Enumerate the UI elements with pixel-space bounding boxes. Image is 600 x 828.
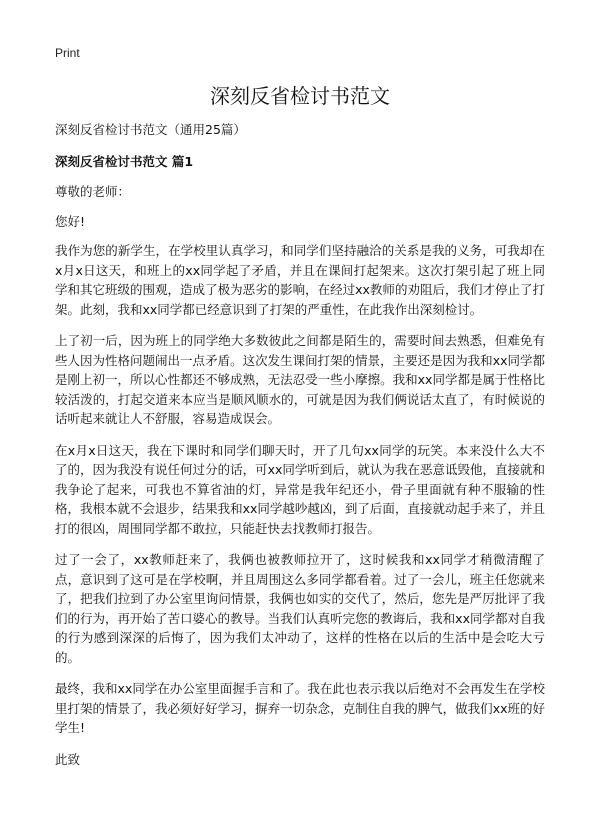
document-title: 深刻反省检讨书范文 [210,84,390,108]
paragraph-4: 过了一会了，xx教师赶来了，我俩也被教师拉开了，这时候我和xx同学才稍微清醒了点，意识到了这可是在学校啊，并且周围这么多同学都看着。过了一会儿，班主任您就来了，把我们拉到了办公室里询问情景，我俩也如实的交代了，然后，您先是严厉批评了我们的行为，再开始了苦口婆心的教导。当我们认真听完您的教诲后，我和xx同学都对自我的行为感到深深的后悔了，因为我们太冲动了，这样的性格在以后的生活中是会吃大亏的。 [55,552,545,665]
section-heading: 深刻反省检讨书范文 篇1 [55,153,194,169]
greeting: 您好! [55,213,86,229]
document-subtitle: 深刻反省检讨书范文（通用25篇） [55,122,246,137]
closing: 此致 [55,751,81,767]
print-link[interactable]: Print [55,46,80,60]
paragraph-1: 我作为您的新学生，在学校里认真学习，和同学们坚持融洽的关系是我的义务，可我却在x月x日这天，和班上的xx同学起了矛盾，并且在课间打起架来。这次打架引起了班上同学和其它班级的围观，造成了极为恶劣的影响，在经过xx教师的劝阻后，我们才停止了打架。此刻，我和xx同学都已经意识到了打架的严重性，在此我作出深刻检讨。 [55,243,545,317]
document-body [55,120,545,781]
salutation: 尊敬的老师： [55,184,131,199]
paragraph-3: 在x月x日这天，我在下课时和同学们聊天时，开了几句xx同学的玩笑。本来没什么大不了的，因为我没有说任何过分的话，可xx同学听到后，就认为我在恶意诋毁他，直接就和我争论了起来，可我也不算省油的灯，异常是我年纪还小，骨子里面就有种不服输的性格，我根本就不会退步，结果我和xx同学越吵越凶，到了后面，直接就动起手来了，并且打的很凶，周围同学都不敢拉，只能赶快去找教师打报告。 [55,442,545,536]
paragraph-2: 上了初一后，因为班上的同学绝大多数彼此之间都是陌生的，需要时间去熟悉，但难免有些人因为性格问题闹出一点矛盾。这次发生课间打架的情景，主要还是因为我和xx同学都是刚上初一，所以心性都还不够成熟，无法忍受一些小摩擦。我和xx同学都是属于性格比较活泼的，打起交道来本应当是顺风顺水的，可就是因为我们俩说话太直了，有时候说的话听起来就让人不舒服，容易造成误会。 [55,333,545,426]
paragraph-5: 最终，我和xx同学在办公室里面握手言和了。我在此也表示我以后绝对不会再发生在学校里打架的情景了，我必须好好学习，摒弃一切杂念，克制住自我的脾气，做我们xx班的好学生! [55,681,545,735]
